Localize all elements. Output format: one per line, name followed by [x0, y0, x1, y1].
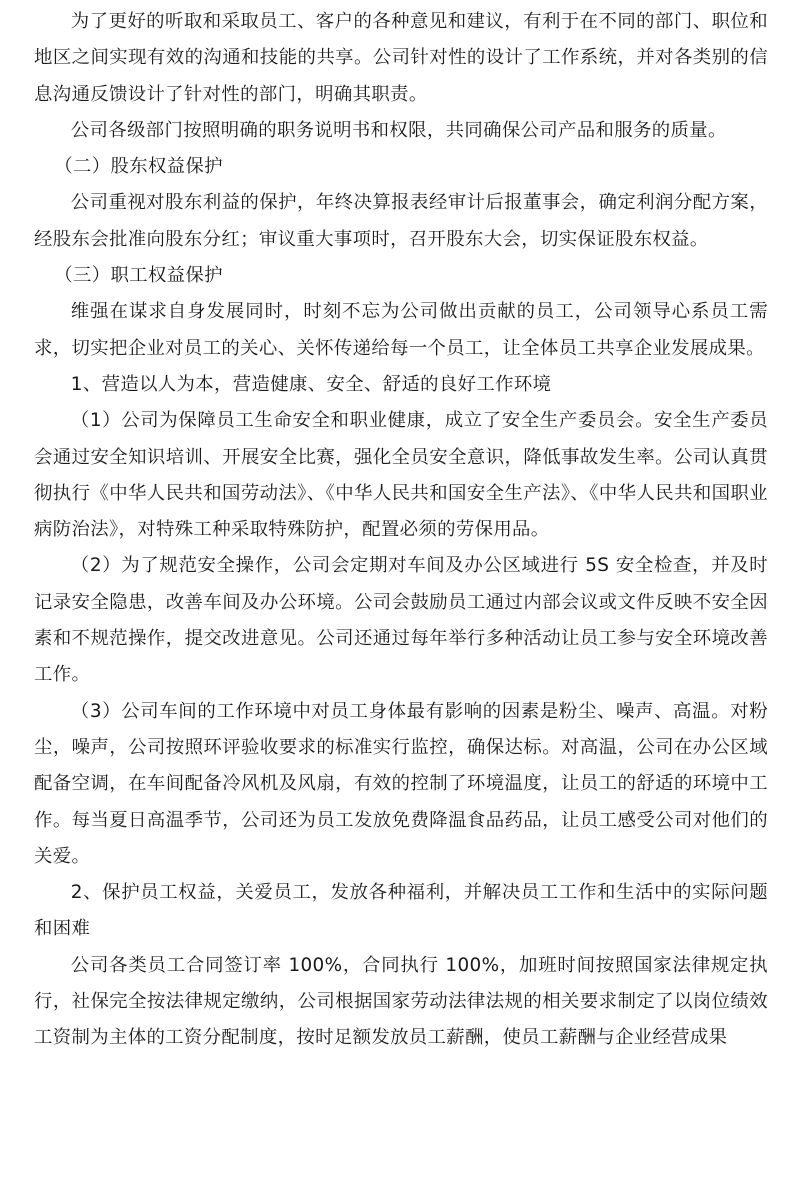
paragraph-safety-inspection: （2）为了规范安全操作，公司会定期对车间及办公区域进行 5S 安全检查，并及时记录安全隐患，改善车间及办公环境。公司会鼓励员工通过内部会议或文件反映不安全因素和不规范操作，提交改进意见。公司还通过每年举行多种活动让员工参与安全环境改善工作。 [34, 555, 768, 686]
paragraph-contracts: 公司各类员工合同签订率 100%，合同执行 100%，加班时间按照国家法律规定执行，社保完全按法律规定缴纳，公司根据国家劳动法律法规的相关要求制定了以岗位绩效工资制为主体的工资分配制度，按时足额发放员工薪酬，使员工薪酬与企业经营成果 [34, 954, 768, 1049]
paragraph-safety-committee: （1）公司为保障员工生命安全和职业健康，成立了安全生产委员会。安全生产委员会通过安全知识培训、开展安全比赛，强化全员安全意识，降低事故发生率。公司认真贯彻执行《中华人民共和国劳动法》、《中华人民共和国安全生产法》、《中华人民共和国职业病防治法》，对特殊工种采取特殊防护，配置必须的劳保用品。 [34, 410, 768, 541]
paragraph-employee-care: 维强在谋求自身发展同时，时刻不忘为公司做出贡献的员工，公司领导心系员工需求，切实把企业对员工的关心、关怀传递给每一个员工，让全体员工共享企业发展成果。 [34, 301, 768, 359]
paragraph-communication: 为了更好的听取和采取员工、客户的各种意见和建议，有利于在不同的部门、职位和地区之间实现有效的沟通和技能的共享。公司针对性的设计了工作系统，并对各类别的信息沟通反馈设计了针对性的部门，明确其职责。 [34, 11, 768, 105]
subheading-work-environment: 1、营造以人为本，营造健康、安全、舒适的良好工作环境 [70, 373, 552, 395]
paragraph-shareholder: 公司重视对股东利益的保护，年终决算报表经审计后报董事会，确定利润分配方案，经股东会批准向股东分红；审议重大事项时，召开股东大会，切实保证股东权益。 [34, 192, 768, 250]
paragraph-environment-factors: （3）公司车间的工作环境中对员工身体最有影响的因素是粉尘、噪声、高温。对粉尘，噪声，公司按照环评验收要求的标准实行监控，确保达标。对高温，公司在办公区域配备空调，在车间配备冷风机及风扇，有效的控制了环境温度，让员工的舒适的环境中工作。每当夏日高温季节，公司还为员工发放免费降温食品药品，让员工感受公司对他们的关爱。 [34, 700, 768, 867]
subheading-employee-welfare: 2、保护员工权益，关爱员工，发放各种福利，并解决员工工作和生活中的实际问题和困难 [34, 882, 768, 940]
heading-employee-rights: （三）职工权益保护 [54, 265, 223, 287]
paragraph-quality: 公司各级部门按照明确的职务说明书和权限，共同确保公司产品和服务的质量。 [70, 119, 727, 141]
heading-shareholder-rights: （二）股东权益保护 [54, 156, 223, 178]
